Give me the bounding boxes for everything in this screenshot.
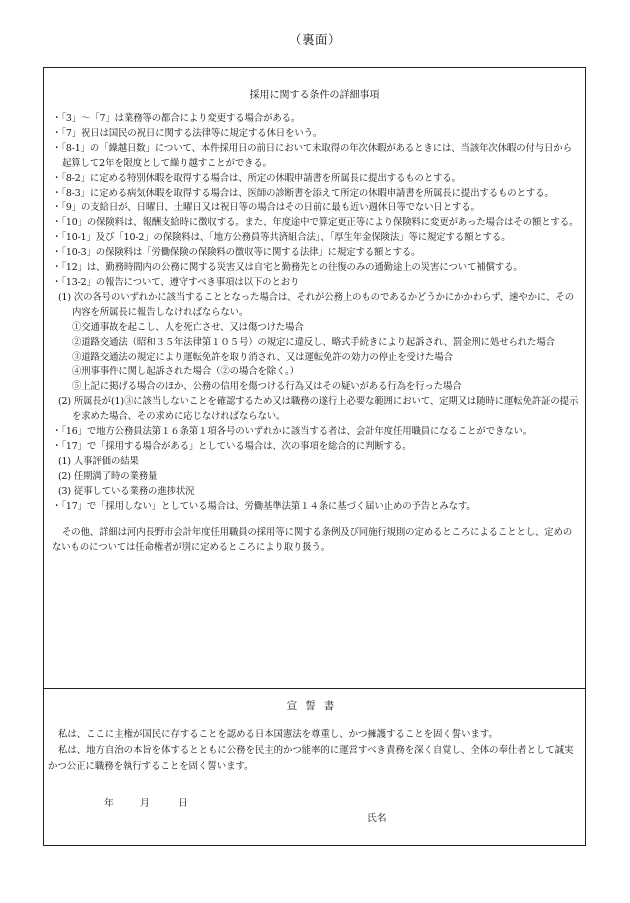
sub13-paragraph-2: (2) 所属長が(1)③に該当しないことを確認するため又は職務の遂行上必要な範囲において、定期又は随時に運転免許証の提示を求めた場合、その求めに応じなければならない。 [58,396,579,423]
date-line [104,795,188,809]
closing-paragraph: その他、詳細は河内長野市会計年度任用職員の採用等に関する条例及び同施行規則の定めるところによることとし、定めのないものについては任命権者が別に定めるところにより取り扱う。 [52,527,573,554]
detail-item: ・「12」は、勤務時間内の公務に関する災害又は自宅と勤務先との往復のみの通勤途上の災害について補償する。 [52,262,523,274]
detail-item: ・「10-3」の保険料は「労働保険の保険料の徴収等に関する法律」に規定する額とする。 [52,247,421,259]
detail-item: ・「8-2」に定める特別休暇を取得する場合は、所定の休暇申請書を所属長に提出するものとする。 [52,172,461,184]
sub13-item: ④刑事事件に関し起訴された場合（②の場合を除く。） [72,366,299,378]
detail-item: ・「3」～「7」は業務等の都合により変更する場合がある。 [52,113,301,124]
detail-item: ・「10-1」及び「10-2」の保険料は、「地方公務員等共済組合法」、「厚生年金保険法」等に規定する額とする。 [52,232,511,244]
detail-item: ・「8-3」に定める病気休暇を取得する場合は、医師の診断書を添えて所定の休暇申請書を所属長に提出するものとする。 [52,187,554,199]
details-title: 採用に関する条件の詳細事項 [249,90,380,101]
section-divider [44,688,585,689]
detail-item-17a: ・「17」で「採用する場合がある」としている場合は、次の事項を総合的に判断する。 [52,440,412,452]
detail-item-16: ・「16」で地方公務員法第１６条第１項各号のいずれかに該当する者は、会計年度任用職員になることができない。 [52,426,533,438]
oath-paragraph: 私は、ここに主権が国民に存することを認める日本国憲法を尊重し、かつ擁護することを固く誓います。 [58,729,498,740]
document-frame [43,67,586,846]
detail-item: ・「13-2」の報告について、遵守すべき事項は以下のとおり [52,276,300,288]
name-label: 氏名 [367,813,387,824]
detail-item: ・「8-1」の「繰越日数」について、本件採用日の前日において未取得の年次休暇があるときには、当該年次休暇の付与日から起算して2年を限度として繰り越すことができる。 [52,142,572,169]
oath-title: 宣誓書 [286,700,343,712]
oath-body [48,727,578,775]
date-month-label: 月 [140,798,150,809]
detail-item-17b: ・「17」で「採用しない」としている場合は、労働基準法第１４条に基づく届い止めの予告とみなす。 [52,500,476,512]
sub13-item: ①交通事故を起こし、人を死亡させ、又は傷つけた場合 [72,321,304,333]
sub13-item: ②道路交通法（昭和３５年法律第１０５号）の規定に違反し、略式手続きにより起訴され、罰金刑に処せられた場合 [72,336,555,348]
sub13-paragraph-1: (1) 次の各号のいずれかに該当することとなった場合は、それが公務上のものであるかどうかにかかわらず、速やかに、その内容を所属長に報告しなければならない。 [58,291,574,318]
detail-item: ・「10」の保険料は、報酬支給時に徴収する。また、年度途中で算定更正等により保険料に変更があった場合はその額とする。 [52,217,579,229]
detail-item: ・「9」の支給日が、日曜日、土曜日又は祝日等の場合はその日前に最も近い週休日等でない日とする。 [52,202,480,214]
date-day-label: 日 [178,798,188,809]
sub17-item: (3) 従事している業務の進捗状況 [58,485,195,497]
detail-item: ・「7」祝日は国民の祝日に関する法律等に規定する休日をいう。 [52,127,323,139]
details-content [52,112,579,556]
sub13-item: ③道路交通法の規定により運転免許を取り消され、又は運転免許の効力の停止を受けた場合 [72,351,453,363]
sub17-item: (1) 人事評価の結果 [58,455,139,467]
sub13-item: ⑤上記に掲げる場合のほか、公務の信用を傷つける行為又はその疑いがある行為を行った場合 [72,381,462,393]
page-heading: （裏面） [288,32,341,47]
oath-paragraph: 私は、地方自治の本旨を体するとともに公務を民主的かつ能率的に運営すべき責務を深く自覚し、全体の奉仕者として誠実かつ公正に職務を執行することを固く誓います。 [48,745,574,772]
sub17-item: (2) 任期満了時の業務量 [58,470,158,482]
date-year-label: 年 [104,798,114,809]
